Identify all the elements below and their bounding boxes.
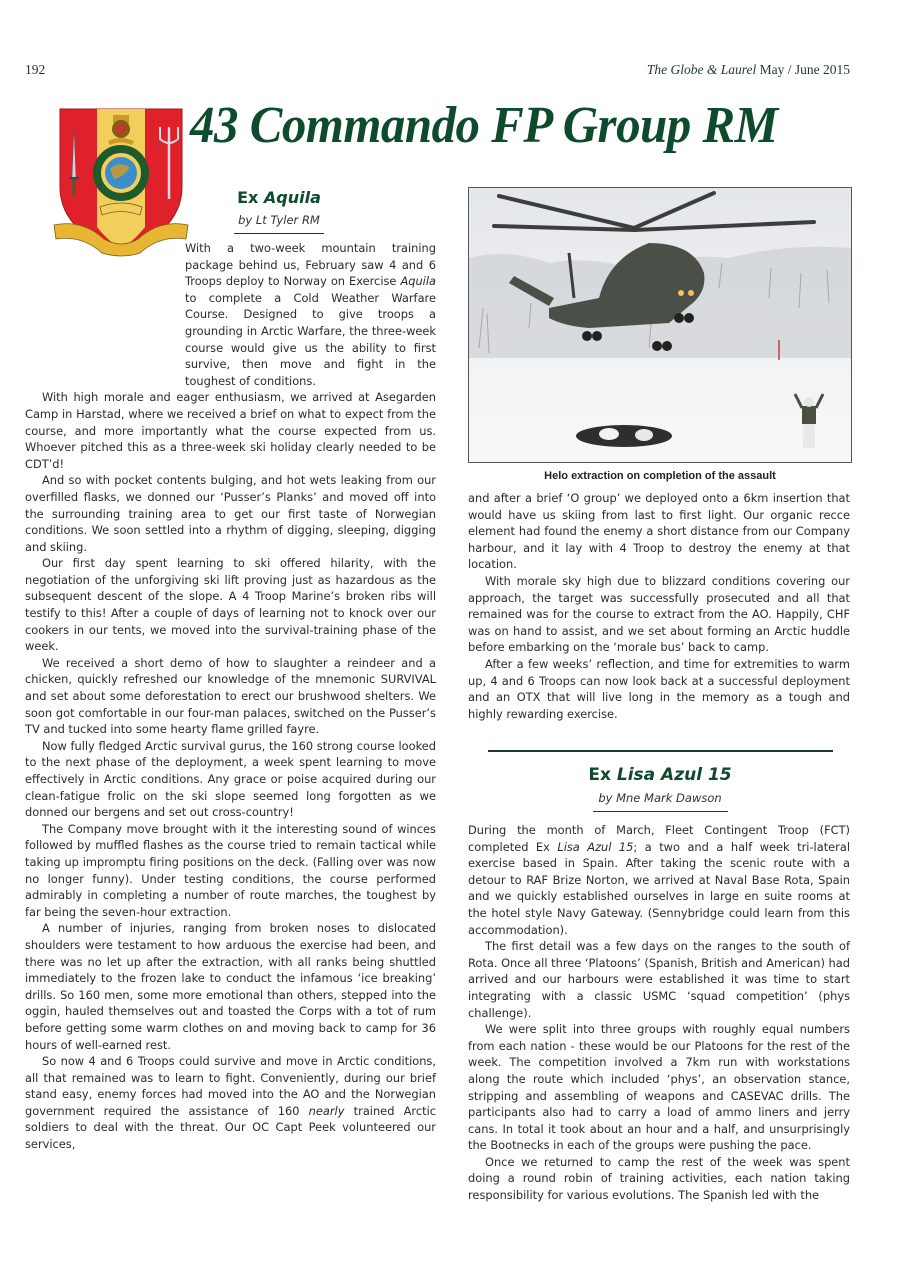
- paragraph: Our first day spent learning to ski offered hilarity, with the negotiation of the unforgiving ski lift proving just as hazardous as the subsequent descent of the slope. A 4 Troop Marine’s broken ribs will testify to this! After a couple of days of learning not to knock over our cookers in our tents, we moved into the survival-training phase of the week.: [25, 556, 436, 654]
- article-body-lisa-azul: [468, 822, 850, 1204]
- royal-marines-crest-icon: [52, 107, 190, 257]
- paragraph: and after a brief ‘O group’ we deployed onto a 6km insertion that would have us skiing from last to first light. Our organic recce element had found the enemy a short distance from our Company harbour, and it lay with 4 Troop to destroy the enemy at that location.: [468, 491, 850, 572]
- divider: [593, 811, 728, 812]
- paragraph: A number of injuries, ranging from broken noses to dislocated shoulders were testament to how arduous the exercise had been, and there was no let up after the extraction, with all ranks being shuttled immediately to the frozen lake to conduct the infamous ‘ice breaking’ drills. So 160 men, some more emotional than others, stepped into the oggin, hauled themselves out and toasted the Corps with a tot of rum before getting some warm clothes on and moving back to camp for 36 hours of well-earned rest.: [25, 921, 436, 1052]
- title-italic: Aquila: [263, 188, 321, 207]
- paragraph: With a two-week mountain training package behind us, February saw 4 and 6 Troops deploy to Norway on Exercise Aquila to complete a Cold Weather Warfare Course. Designed to give troops a grounding in Arctic Warfare, the three-week course would give us the ability to first survive, then move and fight in the toughest of conditions.: [185, 241, 436, 388]
- paragraph: After a few weeks’ reflection, and time for extremities to warm up, 4 and 6 Troops can now look back at a successful deployment and an OTX that will live long in the memory as a tough and highly rewarding exercise.: [468, 656, 850, 721]
- byline: by Lt Tyler RM: [238, 213, 320, 227]
- page-number: 192: [25, 62, 46, 77]
- divider: [234, 233, 324, 234]
- paragraph: With high morale and eager enthusiasm, we arrived at Asegarden Camp in Harstad, where we received a brief on what to expect from the course, and more importantly what the course expected from us. Whoever pitched this as a three-week ski holiday clearly needed to be CDT’d!: [25, 390, 436, 471]
- helicopter-photo: [468, 187, 852, 463]
- paragraph: We were split into three groups with roughly equal numbers from each nation - these would be our Platoons for the rest of the week. The competition involved a 7km run with workstations along the route which included ‘phys’, an observation stance, stripping and assembling of weapons and CASEVAC drills. The participants also had to carry a load of ammo liners and jerry cans. In total it took about an hour and a half, and unsurprisingly the Bootnecks in each of the groups were pushing the pace.: [468, 1022, 850, 1153]
- article-heading-aquila: [190, 188, 368, 234]
- paragraph: Once we returned to camp the rest of the week was spent doing a round robin of training activities, each nation taking responsibility for various evolutions. The Spanish led with the: [468, 1154, 850, 1203]
- paragraph: And so with pocket contents bulging, and hot wets leaking from our overfilled flasks, we donned our ‘Pusser’s Planks’ and moved off into the surrounding training area to get our first taste of Norwegian conditions. We soon settled into a rhythm of digging, sleeping, digging and skiing.: [25, 473, 436, 554]
- article-title: [190, 188, 368, 207]
- paragraph: With morale sky high due to blizzard conditions covering our approach, the target was successfully prosecuted and all that remained was for the course to extract from the AO. Happily, CHF was on hand to assist, and we set about forming an Arctic huddle before embarking on the ‘morale bus’ back to camp.: [468, 573, 850, 655]
- paragraph: During the month of March, Fleet Contingent Troop (FCT) completed Ex Lisa Azul 15; a two and a half week tri-lateral exercise based in Spain. After taking the scenic route with a detour to RAF Brize Norton, we arrived at Naval Base Rota, Spain and we quickly established ourselves in large en suite rooms at the hotel style Navy Gateway. (Sennybridge could learn from this accommodation).: [468, 823, 850, 937]
- paragraph: So now 4 and 6 Troops could survive and move in Arctic conditions, all that remained was to learn to fight. Conveniently, during our brief stand easy, enemy forces had moved into the AO and the Norwegian government required the assistance of 160 nearly trained Arctic soldiers to deal with the threat. Our OC Capt Peek volunteered our services,: [25, 1054, 437, 1152]
- paragraph: We received a short demo of how to slaughter a reindeer and a chicken, quickly refreshed our knowledge of the mnemonic SURVIVAL and set about some deforestation to erect our brushwood shelters. We soon got comfortable in our four-man palaces, switched on the Pusser’s TV and tucked into some hearty flame grilled fayre.: [25, 655, 436, 737]
- byline: by Mne Mark Dawson: [598, 790, 722, 805]
- running-header: [647, 62, 850, 78]
- article-body-left: [25, 240, 436, 1153]
- article-body-right-continuation: [468, 490, 850, 722]
- title-italic: Lisa Azul 15: [616, 764, 732, 785]
- section-divider: [488, 750, 833, 752]
- paragraph: Now fully fledged Arctic survival gurus, the 160 strong course looked to the next phase of the deployment, a week spent learning to move effectively in Arctic conditions. Any grace or poise acquired during our clean-fatigue frolic on the ski slope seemed long forgotten as we donned our bergens and set out cross-country!: [25, 738, 436, 820]
- article-title: [468, 765, 852, 785]
- paragraph: The first detail was a few days on the ranges to the south of Rota. Once all three ‘Platoons’ (Spanish, British and American) had arrived and our harbours were established it was time to start integrating with a classic USMC ‘squad competition’ (phys challenge).: [468, 939, 850, 1020]
- title-prefix: Ex: [237, 188, 259, 207]
- issue-date: May / June 2015: [759, 62, 850, 77]
- paragraph: The Company move brought with it the interesting sound of winces followed by muffled flashes as the course tried to remain tactical while taking up impromptu firing positions on the deck. (Falling over was now no longer funny). Under testing conditions, the course performed admirably in completing a number of route marches, the toughest by far being the seven-hour extraction.: [25, 821, 436, 919]
- page-title: 43 Commando FP Group RM: [190, 97, 778, 154]
- photo-caption: Helo extraction on completion of the assault: [544, 470, 776, 482]
- publication-name: The Globe & Laurel: [646, 62, 757, 77]
- title-prefix: Ex: [588, 764, 611, 785]
- article-heading-lisa-azul: [468, 750, 852, 812]
